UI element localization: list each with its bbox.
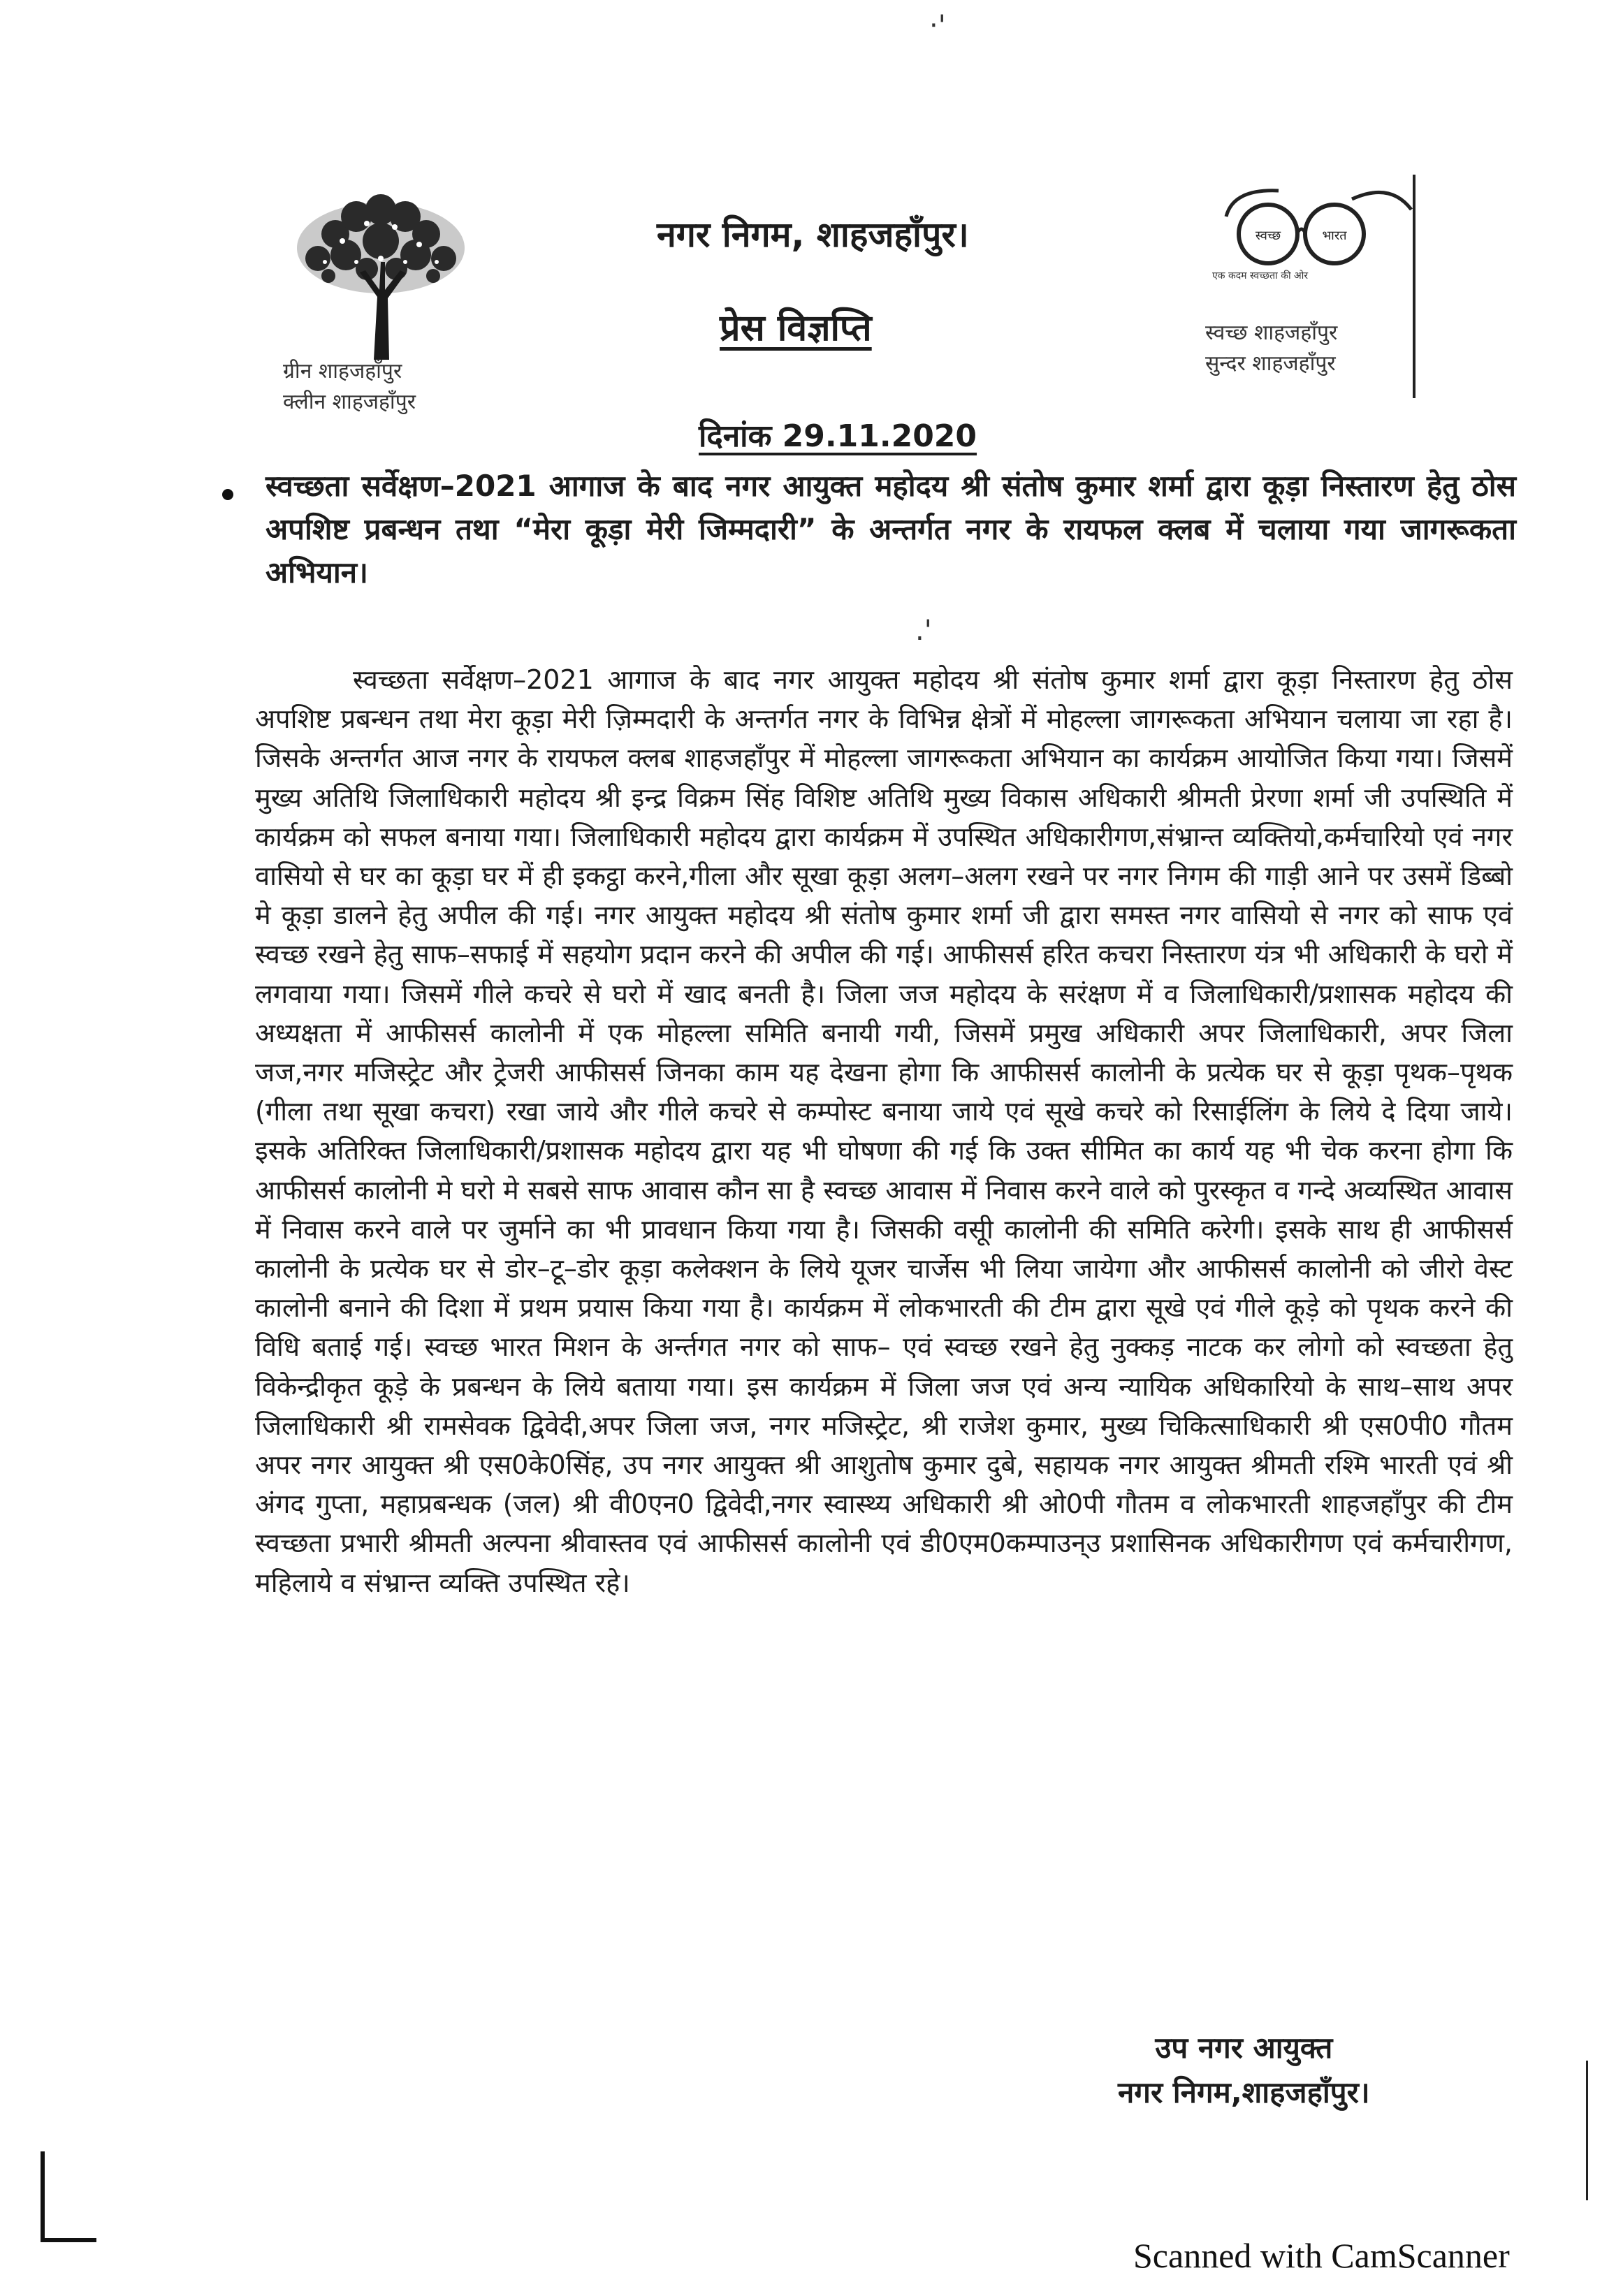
scan-mark: ·'	[929, 10, 946, 42]
scan-mark: .'	[915, 615, 932, 647]
press-release-title: प्रेस विज्ञप्ति	[720, 307, 872, 349]
scan-border-right	[1586, 2061, 1588, 2200]
right-logo-caption-line1: स्वच्छ शाहजहाँपुर	[1205, 321, 1338, 345]
swachh-tagline: एक कदम स्वच्छता की ओर	[1212, 270, 1309, 281]
left-logo-caption	[283, 356, 416, 418]
scan-border-left	[41, 2151, 45, 2242]
lens-left-text: स्वच्छ	[1255, 228, 1281, 243]
right-logo-caption	[1205, 318, 1337, 379]
headline-bullet	[222, 489, 233, 500]
swachh-bharat-glasses-icon	[1212, 185, 1422, 283]
signature-office: नगर निगम,शाहजहाँपुर।	[1118, 2075, 1370, 2109]
header-divider	[1413, 175, 1415, 398]
right-logo-caption-line2: सुन्दर शाहजहाँपुर	[1205, 351, 1336, 376]
left-logo-caption-line1: ग्रीन शाहजहाँपुर	[283, 359, 402, 383]
lens-right-text: भारत	[1322, 228, 1347, 243]
document-date: दिनांक 29.11.2020	[699, 418, 977, 454]
left-logo-caption-line2: क्लीन शाहजहाँपुर	[283, 390, 416, 414]
header-title: नगर निगम, शाहजहाँपुर।	[657, 214, 969, 255]
headline: स्वच्छता सर्वेक्षण–2021 आगाज के बाद नगर आयुक्त महोदय श्री संतोष कुमार शर्मा द्वारा कूड़ा निस्तारण हेतु ठोस अपशिष्ट प्रबन्धन तथा “मेरा कूड़ा मेरी जिम्मदारी” के अन्तर्गत नगर के रायफल क्लब में चलाया गया जागरूकता अभियान।	[265, 469, 1516, 590]
scan-border-bottom	[41, 2238, 96, 2242]
signature-block	[1118, 2026, 1370, 2115]
tree-icon	[276, 192, 486, 367]
signature-designation: उप नगर आयुक्त	[1155, 2031, 1333, 2065]
camscanner-watermark: Scanned with CamScanner	[1133, 2236, 1510, 2275]
body-paragraph: स्वच्छता सर्वेक्षण–2021 आगाज के बाद नगर आयुक्त महोदय श्री संतोष कुमार शर्मा द्वारा कूड़ा निस्तारण हेतु ठोस अपशिष्ट प्रबन्धन तथा मेरा कूड़ा मेरी ज़िम्मदारी के अन्तर्गत नगर के विभिन्न क्षेत्रों में मोहल्ला जागरूकता अभियान चलाया जा रहा है। जिसके अन्तर्गत आज नगर के रायफल क्लब शाहजहाँपुर में मोहल्ला जागरूकता अभियान का कार्यक्रम आयोजित किया गया। जिसमें मुख्य अतिथि जिलाधिकारी महोदय श्री इन्द्र विक्रम सिंह विशिष्ट अतिथि मुख्य विकास अधिकारी श्रीमती प्रेरणा शर्मा जी उपस्थिति में कार्यक्रम को सफल बनाया गया। जिलाधिकारी महोदय द्वारा कार्यक्रम में उपस्थित अधिकारीगण,संभ्रान्त व्यक्तियो,कर्मचारियो एवं नगर वासियो से घर का कूड़ा घर में ही इकट्ठा करने,गीला और सूखा कूड़ा अलग–अलग रखने पर नगर निगम की गाड़ी आने पर उसमें डिब्बो मे कूड़ा डालने हेतु अपील की गई। नगर आयुक्त महोदय श्री संतोष कुमार शर्मा जी द्वारा समस्त नगर वासियो से नगर को साफ एवं स्वच्छ रखने हेतु साफ–सफाई में सहयोग प्रदान करने की अपील की गई। आफीसर्स हरित कचरा निस्तारण यंत्र भी अधिकारी के घरो में लगवाया गया। जिसमें गीले कचरे से घरो में खाद बनती है। जिला जज महोदय के सरंक्षण में व जिलाधिकारी/प्रशासक महोदय की अध्यक्षता में आफीसर्स कालोनी में एक मोहल्ला समिति बनायी गयी, जिसमें प्रमुख अधिकारी अपर जिलाधिकारी, अपर जिला जज,नगर मजिस्ट्रेट और ट्रेजरी आफीसर्स जिनका काम यह देखना होगा कि आफीसर्स कालोनी के प्रत्येक घर से कूड़ा पृथक–पृथक (गीला तथा सूखा कचरा) रखा जाये और गीले कचरे से कम्पोस्ट बनाया जाये एवं सूखे कचरे को रिसाईलिंग के लिये दे दिया जाये। इसके अतिरिक्त जिलाधिकारी/प्रशासक महोदय द्वारा यह भी घोषणा की गई कि उक्त सीमित का कार्य यह भी चेक करना होगा कि आफीसर्स कालोनी मे घरो मे सबसे साफ आवास कौन सा है स्वच्छ आवास में निवास करने वाले को पुरस्कृत व गन्दे अव्यस्थित आवास में निवास करने वाले पर जुर्माने का भी प्रावधान किया गया है। जिसकी वसूी कालोनी की समिति करेगी। इसके साथ ही आफीसर्स कालोनी के प्रत्येक घर से डोर–टू–डोर कूड़ा कलेक्शन के लिये यूजर चार्जेस भी लिया जायेगा और आफीसर्स कालोनी को जीरो वेस्ट कालोनी बनाने की दिशा में प्रथम प्रयास किया गया है। कार्यक्रम में लोकभारती की टीम द्वारा सूखे एवं गीले कूड़े को पृथक करने की विधि बताई गई। स्वच्छ भारत मिशन के अर्न्तगत नगर को साफ– एवं स्वच्छ रखने हेतु नुक्कड़ नाटक कर लोगो को स्वच्छता हेतु विकेन्द्रीकृत कूड़े के प्रबन्धन के लिये बताया गया। इस कार्यक्रम में जिला जज एवं अन्य न्यायिक अधिकारियो के साथ–साथ अपर जिलाधिकारी श्री रामसेवक द्विवेदी,अपर जिला जज, नगर मजिस्ट्रेट, श्री राजेश कुमार, मुख्य चिकित्साधिकारी श्री एस0पी0 गौतम अपर नगर आयुक्त श्री एस0के0सिंह, उप नगर आयुक्त श्री आशुतोष कुमार दुबे, सहायक नगर आयुक्त श्रीमती रश्मि भारती एवं श्री अंगद गुप्ता, महाप्रबन्धक (जल) श्री वी0एन0 द्विवेदी,नगर स्वास्थ्य अधिकारी श्री ओ0पी गौतम व लोकभारती शाहजहाँपुर की टीम स्वच्छता प्रभारी श्रीमती अल्पना श्रीवास्तव एवं आफीसर्स कालोनी एवं डी0एम0कम्पाउन्उ प्रशासिनक अधिकारीगण एवं कर्मचारीगण, महिलाये व संभ्रान्त व्यक्ति उपस्थित रहे।	[255, 664, 1513, 1598]
